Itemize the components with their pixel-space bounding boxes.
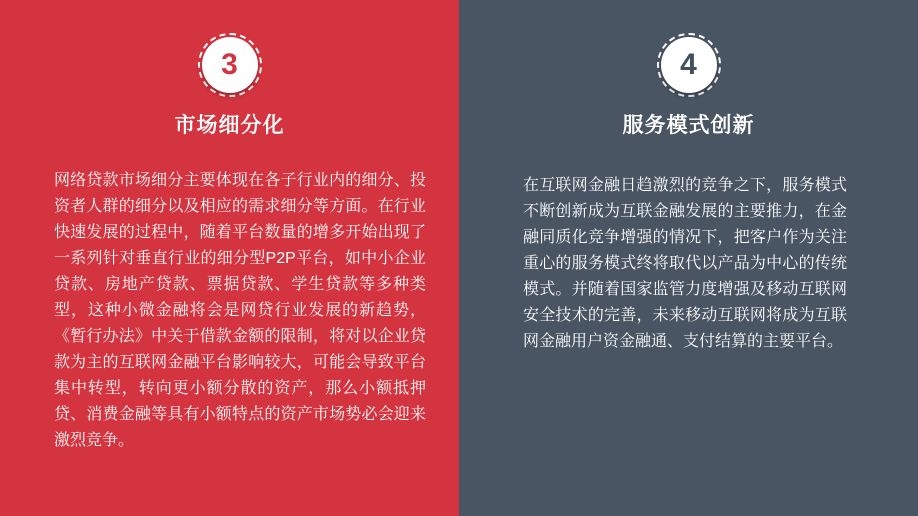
number-badge-4 (657, 33, 721, 97)
section-number: 4 (680, 48, 697, 81)
section-service-model-innovation (459, 0, 918, 516)
section-title: 市场细分化 (174, 114, 285, 137)
badge-circle (661, 37, 717, 93)
number-badge-3 (198, 33, 262, 97)
section-body: 在互联网金融日趋激烈的竞争之下，服务模式不断创新成为互联金融发展的主要推力，在金融同质化竞争增强的情况下，把客户作为关注重心的服务模式终将取代以产品为中心的传统模式。并随着国家监管力度增强及移动互联网安全技术的完善，未来移动互联网将成为互联网金融用户资金融通、支付结算的主要平台。 (523, 177, 847, 351)
section-title: 服务模式创新 (622, 114, 755, 137)
section-body: 网络贷款市场细分主要体现在各子行业内的细分、投资者人群的细分以及相应的需求细分等方面。在行业快速发展的过程中，随着平台数量的增多开始出现了一系列针对垂直行业的细分型P2P平台，如中小企业贷款、房地产贷款、票据贷款、学生贷款等多种类型，这种小微金融将会是网贷行业发展的新趋势，《暂行办法》中关于借款金额的限制，将对以企业贷款为主的互联网金融平台影响较大，可能会导致平台集中转型，转向更小额分散的资产，那么小额抵押贷、消费金融等具有小额特点的资产市场势必会迎来激烈竞争。 (54, 172, 426, 450)
section-number: 3 (221, 48, 238, 81)
badge-circle (202, 37, 258, 93)
